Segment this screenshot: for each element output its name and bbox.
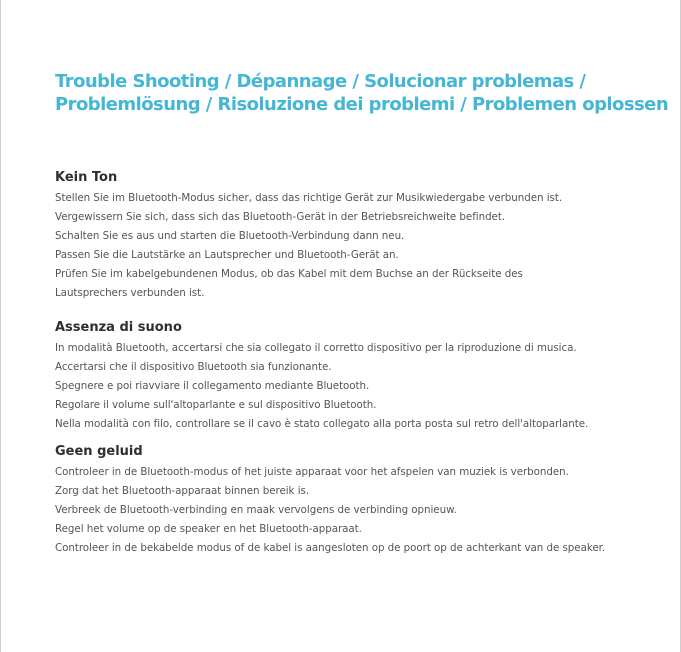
instruction-line: Schalten Sie es aus und starten die Bluetooth-Verbindung dann neu.	[55, 230, 405, 242]
instruction-line: Prüfen Sie im kabelgebundenen Modus, ob das Kabel mit dem Buchse an der Rückseite des	[55, 268, 523, 280]
section-kein-ton	[55, 169, 675, 303]
instruction-line: Controleer in de Bluetooth-modus of het juiste apparaat voor het afspelen van muziek is verbonden.	[55, 466, 569, 478]
instruction-line: In modalità Bluetooth, accertarsi che sia collegato il corretto dispositivo per la riproduzione di musica.	[55, 342, 577, 354]
instruction-line: Regolare il volume sull'altoparlante e sul dispositivo Bluetooth.	[55, 399, 377, 411]
instruction-line: Lautsprechers verbunden ist.	[55, 287, 205, 299]
instruction-line: Verbreek de Bluetooth-verbinding en maak vervolgens de verbinding opnieuw.	[55, 504, 457, 516]
instruction-line: Passen Sie die Lautstärke an Lautsprecher und Bluetooth-Gerät an.	[55, 249, 399, 261]
instruction-line: Spegnere e poi riavviare il collegamento mediante Bluetooth.	[55, 380, 370, 392]
page-title-line-2: Problemlösung / Risoluzione dei problemi / Problemen oplossen	[55, 94, 669, 115]
instruction-list	[55, 463, 675, 558]
section-assenza-di-suono	[55, 319, 675, 434]
instruction-list	[55, 189, 675, 303]
page-title	[55, 70, 669, 116]
section-heading: Kein Ton	[55, 170, 118, 185]
page-title-line-1: Trouble Shooting / Dépannage / Solucionar problemas /	[55, 71, 586, 92]
section-heading: Assenza di suono	[55, 320, 182, 335]
section-geen-geluid	[55, 443, 675, 558]
instruction-list	[55, 339, 675, 434]
instruction-line: Stellen Sie im Bluetooth-Modus sicher, dass das richtige Gerät zur Musikwiedergabe verbunden ist.	[55, 192, 563, 204]
instruction-line: Vergewissern Sie sich, dass sich das Bluetooth-Gerät in der Betriebsreichweite befindet.	[55, 211, 506, 223]
instruction-line: Nella modalità con filo, controllare se il cavo è stato collegato alla porta posta sul retro dell'altoparlante.	[55, 418, 589, 430]
instruction-line: Regel het volume op de speaker en het Bluetooth-apparaat.	[55, 523, 362, 535]
instruction-line: Zorg dat het Bluetooth-apparaat binnen bereik is.	[55, 485, 310, 497]
section-heading: Geen geluid	[55, 444, 143, 459]
instruction-line: Controleer in de bekabelde modus of de kabel is aangesloten op de poort op de achterkant van de speaker.	[55, 542, 606, 554]
instruction-line: Accertarsi che il dispositivo Bluetooth sia funzionante.	[55, 361, 332, 373]
